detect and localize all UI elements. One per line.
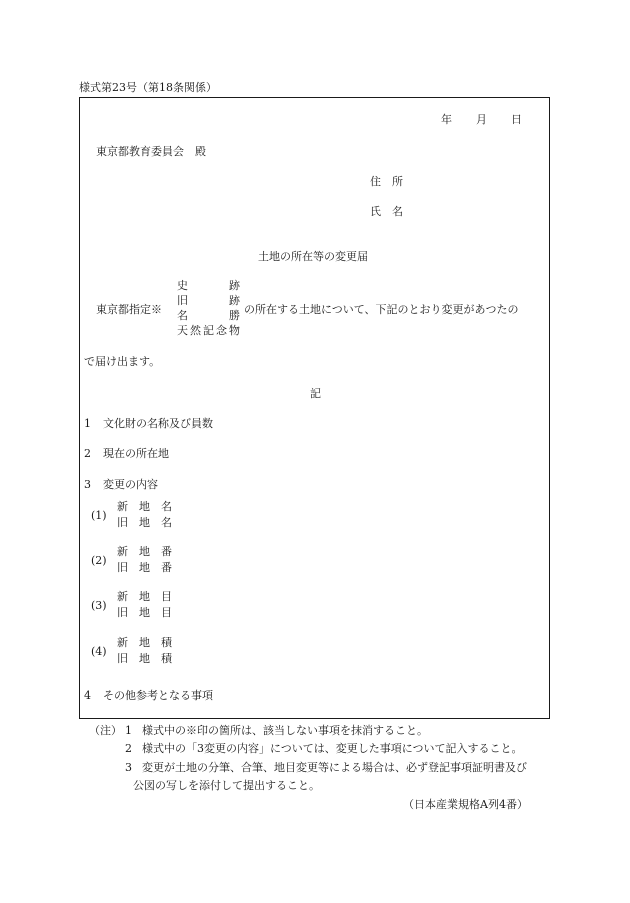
designation-prefix: 東京都指定※ xyxy=(96,303,162,316)
note-number: 1 xyxy=(125,724,132,737)
item-label: 文化財の名称及び員数 xyxy=(103,417,213,430)
change-row-new: 新 地 目 xyxy=(117,590,172,603)
change-row-old: 旧 地 名 xyxy=(117,516,172,529)
designation-type-right: 跡 xyxy=(229,279,240,292)
note-text: 様式中の※印の箇所は、該当しない事項を抹消すること。 xyxy=(142,724,428,737)
change-row-old: 旧 地 積 xyxy=(117,652,172,665)
change-row-number: (2) xyxy=(91,554,107,567)
date-month: 月 xyxy=(476,113,487,126)
item-number: 3 xyxy=(84,478,91,491)
note-number: 3 xyxy=(125,761,132,774)
item-label: 現在の所在地 xyxy=(103,447,169,460)
note-text: 様式中の「3変更の内容」については、変更した事項について記入すること。 xyxy=(142,742,523,755)
ki-heading: 記 xyxy=(310,387,321,400)
designation-type-left: 史 xyxy=(177,279,188,292)
designation-type-left: 天然記念 xyxy=(177,324,229,337)
designation-suffix: の所在する土地について、下記のとおり変更があつたの xyxy=(244,303,519,316)
designation-type-right: 勝 xyxy=(229,309,240,322)
designation-type-right: 跡 xyxy=(229,294,240,307)
designation-continuation: で届け出ます。 xyxy=(84,355,161,368)
date-day: 日 xyxy=(511,113,522,126)
date-year: 年 xyxy=(441,113,452,126)
designation-type-left: 旧 xyxy=(177,294,188,307)
note-text: 変更が土地の分筆、合筆、地目変更等による場合は、必ず登記事項証明書及び xyxy=(142,761,527,774)
change-row-number: (1) xyxy=(91,509,107,522)
notes-label: （注） xyxy=(89,724,122,737)
note-number: 2 xyxy=(125,742,132,755)
item-number: 4 xyxy=(84,689,91,702)
change-row-old: 旧 地 目 xyxy=(117,606,172,619)
change-row-new: 新 地 積 xyxy=(117,636,172,649)
designation-type-right: 物 xyxy=(229,324,240,337)
form-frame xyxy=(79,97,550,719)
item-number: 1 xyxy=(84,417,91,430)
paper-size-note: （日本産業規格A列4番） xyxy=(403,798,528,811)
note-text-continuation: 公図の写しを添付して提出すること。 xyxy=(133,779,320,792)
item-label: 変更の内容 xyxy=(103,478,158,491)
change-row-old: 旧 地 番 xyxy=(117,561,172,574)
address-label: 住 所 xyxy=(370,175,403,188)
document-title: 土地の所在等の変更届 xyxy=(258,250,368,263)
item-number: 2 xyxy=(84,447,91,460)
designation-type-left: 名 xyxy=(177,309,188,322)
addressee: 東京都教育委員会 殿 xyxy=(96,145,206,158)
name-label: 氏 名 xyxy=(370,205,403,218)
form-number: 様式第23号（第18条関係） xyxy=(79,81,217,94)
change-row-number: (3) xyxy=(91,599,107,612)
change-row-new: 新 地 番 xyxy=(117,545,172,558)
change-row-number: (4) xyxy=(91,645,107,658)
item-label: その他参考となる事項 xyxy=(103,689,213,702)
change-row-new: 新 地 名 xyxy=(117,500,172,513)
